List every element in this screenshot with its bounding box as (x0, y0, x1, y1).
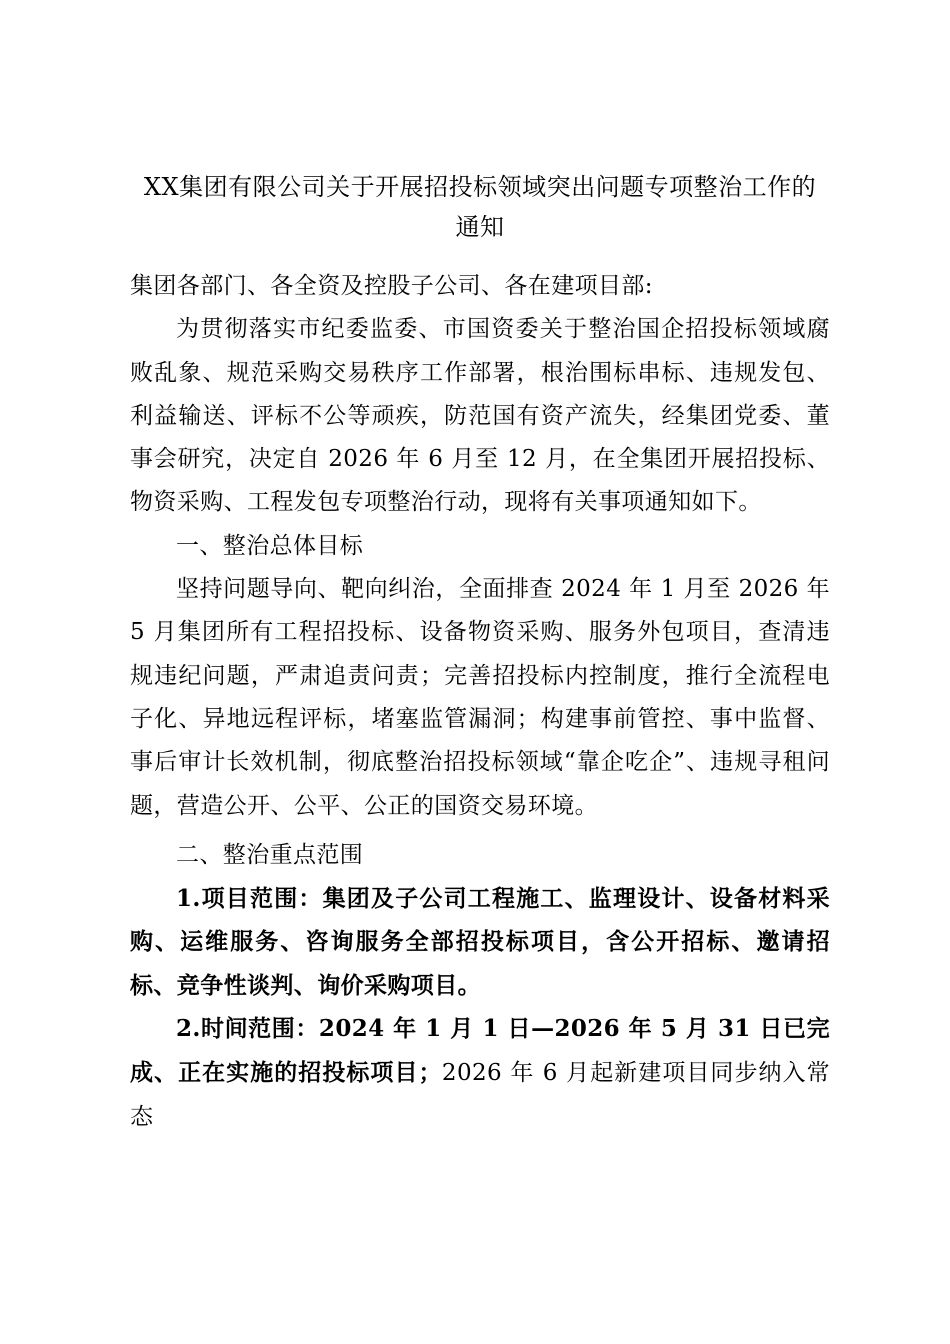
scope-item-1: 1.项目范围：集团及子公司工程施工、监理设计、设备材料采购、运维服务、咨询服务全部招投标项目，含公开招标、邀请招标、竞争性谈判、询价采购项目。 (130, 885, 830, 999)
section-1-paragraph: 坚持问题导向、靶向纠治，全面排查 2024 年 1 月至 2026 年 5 月集团所有工程招投标、设备物资采购、服务外包项目，查清违规违纪问题，严肃追责问责；完善招投标内控制度，推行全流程电子化、异地远程评标，堵塞监管漏洞；构建事前管控、事中监督、事后审计长效机制，彻底整治招投标领域“靠企吃企”、违规寻租问题，营造公开、公平、公正的国资交易环境。 (130, 576, 830, 819)
document-body (130, 265, 830, 1139)
scope-item-2-bold: 2.时间范围：2024 年 1 月 1 日—2026 年 5 月 31 日已完成、正在实施的招投标项目； (130, 1015, 830, 1087)
salutation: 集团各部门、各全资及控股子公司、各在建项目部: (130, 273, 653, 299)
section-1-heading: 一、整治总体目标 (176, 532, 364, 559)
scope-item-2-rest: 2026 年 6 月起新建项目同步纳入常态 (130, 1060, 830, 1130)
scope-item-2 (130, 1007, 830, 1139)
document-title-line-2: 通知 (455, 213, 505, 241)
document-title-line-1: XX集团有限公司关于开展招投标领域突出问题专项整治工作的 (143, 173, 817, 201)
intro-paragraph: 为贯彻落实市纪委监委、市国资委关于整治国企招投标领域腐败乱象、规范采购交易秩序工作部署，根治围标串标、违规发包、利益输送、评标不公等顽疾，防范国有资产流失，经集团党委、董事会研究，决定自 2026 年 6 月至 12 月，在全集团开展招投标、物资采购、工程发包专项整治行动，现将有关事项通知如下。 (130, 316, 830, 516)
section-2-heading: 二、整治重点范围 (176, 841, 364, 868)
